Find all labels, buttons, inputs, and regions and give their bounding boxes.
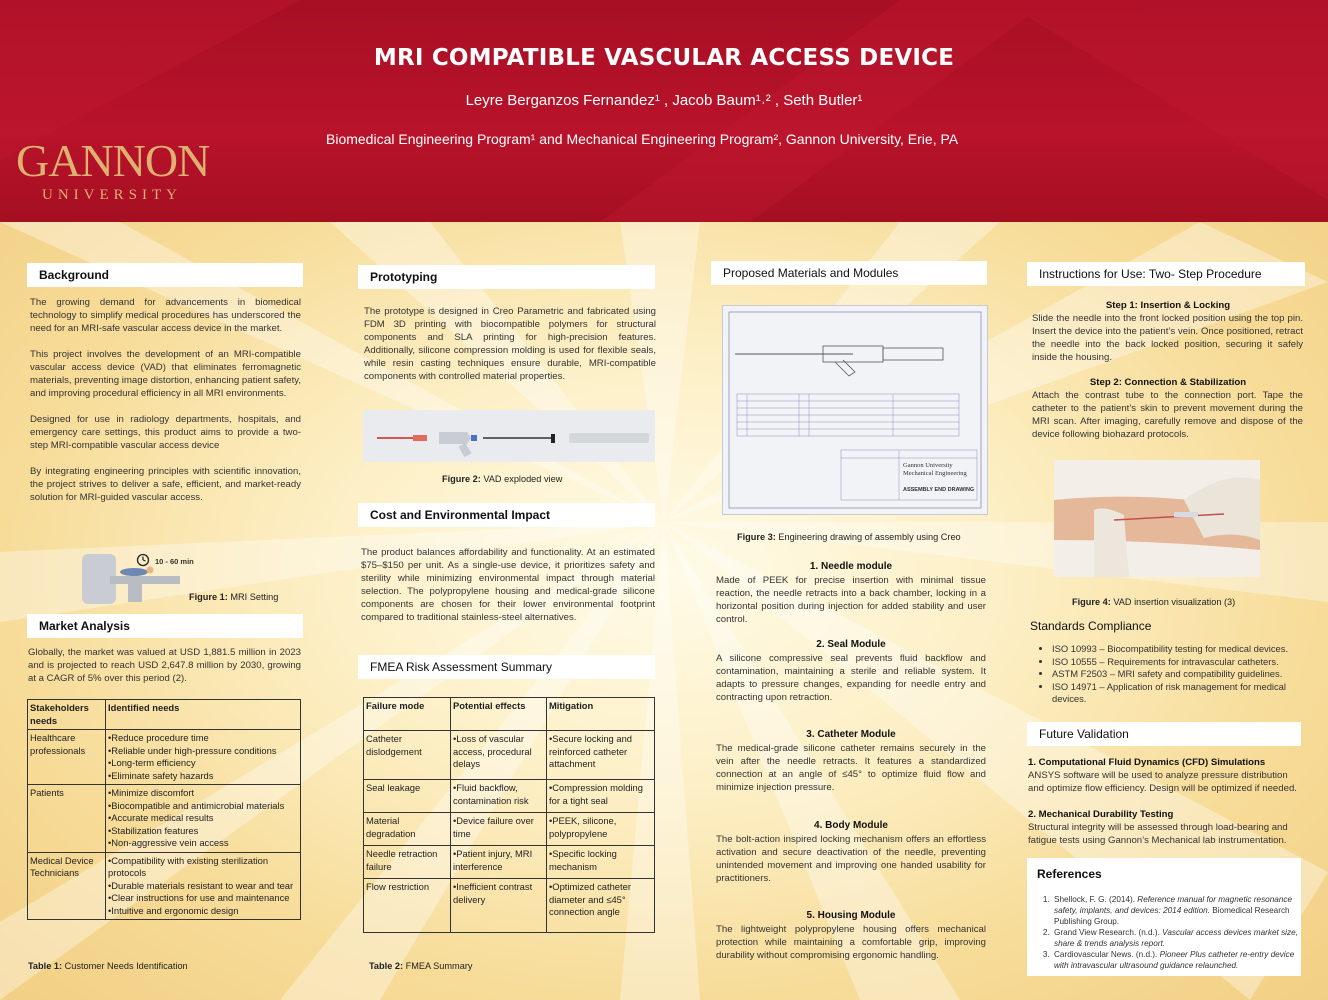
fmea-table	[363, 697, 655, 933]
gannon-logo-text: GANNON	[16, 135, 210, 186]
figure-2-caption: Figure 2: VAD exploded view	[442, 474, 563, 484]
poster-authors: Leyre Berganzos Fernandez¹ , Jacob Baum¹˒² , Seth Butler¹	[465, 92, 863, 109]
prototyping-text: The prototype is designed in Creo Parametric and fabricated using FDM 3D printing with biocompatible polymers for structural components and SLA printing for high-precision features. Additionally, silicone compression molding is used for flexible seals, while resin casting techniques ensure durable, MRI-compatible components with controlled material properties.	[364, 306, 656, 382]
failure-mode-cell: Seal leakage	[364, 780, 451, 813]
mitigation-cell: •Secure locking and reinforced catheter attachment	[547, 731, 655, 780]
catheter-module-text: The medical-grade silicone catheter remains securely in the vein after the needle retracts. It features a standardized connection at an angle of ≤45° to optimize fluid flow and minimize injection pressure.	[716, 743, 986, 793]
table-row	[364, 780, 655, 813]
gannon-logo-subtext: UNIVERSITY	[42, 187, 182, 203]
need-item: •Clear instructions for use and maintenance	[108, 892, 290, 903]
catheter-module-title: 3. Catheter Module	[806, 729, 896, 740]
need-item: •Reduce procedure time	[108, 732, 209, 743]
standards-heading: Standards Compliance	[1030, 619, 1152, 633]
future-item-2-title: 2. Mechanical Durability Testing	[1028, 809, 1174, 820]
prototyping-heading: Prototyping	[358, 265, 655, 289]
table-header-cell: Stakeholders needs	[28, 700, 106, 730]
step-1-text: Slide the needle into the front locked position using the top pin. Insert the device into the patient’s vein. Once positioned, retract the needle into the back locked position, securing it safely inside the housing.	[1032, 313, 1303, 363]
figure-4-caption: Figure 4: VAD insertion visualization (3)	[1072, 597, 1236, 607]
need-item: •Eliminate safety hazards	[108, 769, 214, 781]
need-item: •Long-term efficiency	[108, 757, 196, 768]
cost-heading: Cost and Environmental Impact	[358, 503, 655, 527]
reference-item: 3. Cardiovascular News. (n.d.). Pioneer Plus catheter re-entry device with intravascular ultrasound guidance relaunched.	[1052, 949, 1308, 971]
needs-cell	[106, 730, 301, 785]
references-list	[1036, 894, 1308, 971]
list-item: • ISO 14971 – Application of risk management for medical devices.	[1052, 681, 1314, 706]
reference-item: 2. Grand View Research. (n.d.). Vascular access devices market size, share & trends analysis report.	[1052, 927, 1308, 949]
step-2-title: Step 2: Connection & Stabilization	[1089, 377, 1247, 388]
figure-1-caption: Figure 1: MRI Setting	[189, 592, 279, 602]
list-item: • ASTM F2503 – MRI safety and compatibility guidelines.	[1052, 668, 1314, 681]
need-item: •Durable materials resistant to wear and tear	[108, 879, 294, 891]
need-item: •Reliable under high-pressure conditions	[108, 744, 277, 756]
future-validation-heading: Future Validation	[1027, 722, 1301, 746]
list-item: • ISO 10993 – Biocompatibility testing for medical devices.	[1052, 643, 1314, 656]
failure-mode-cell: Catheter dislodgement	[364, 731, 451, 780]
stakeholder-cell: Medical Device Technicians	[28, 852, 106, 920]
effects-cell: •Device failure over time	[451, 813, 547, 846]
clock-icon	[136, 553, 150, 567]
materials-heading: Proposed Materials and Modules	[711, 261, 987, 285]
background-paragraph-1: The growing demand for advancements in biomedical technology to simplify medical procedures has underscored the need for an MRI-safe vascular access device in the market.	[30, 297, 301, 334]
housing-module-text: The lightweight polypropylene housing offers mechanical protection while maintaining a comfortable grip, improving durability without compromising ergonomic handling.	[716, 924, 986, 961]
table-header-cell: Failure mode	[364, 698, 451, 731]
poster-affiliation: Biomedical Engineering Program¹ and Mechanical Engineering Program², Gannon University, Erie, PA	[326, 131, 959, 147]
customer-needs-table	[27, 699, 301, 920]
needle-module-text: Made of PEEK for precise insertion with minimal tissue reaction, the needle retracts into a back chamber, locking in a horizontal position during injection for added stability and user control.	[716, 575, 986, 625]
engineering-drawing-figure	[722, 305, 988, 515]
table-row	[28, 852, 301, 920]
failure-mode-cell: Needle retraction failure	[364, 846, 451, 879]
mitigation-cell: •Compression molding for a tight seal	[547, 780, 655, 813]
instructions-heading: Instructions for Use: Two- Step Procedure	[1027, 262, 1305, 286]
background-paragraph-2: This project involves the development of an MRI-compatible vascular access device (VAD) that eliminates ferromagnetic materials, preventing image distortion, enhancing patient safety, and improving procedural efficiency in all MRI environments.	[30, 349, 301, 399]
standards-list	[1034, 643, 1314, 706]
step-2-text: Attach the contrast tube to the connection port. Tape the catheter to the patient’s skin to prevent movement during the MRI scan. After imaging, carefully remove and dispose of the device following biohazard protocols.	[1032, 390, 1303, 440]
effects-cell: •Fluid backflow, contamination risk	[451, 780, 547, 813]
body-module-title: 4. Body Module	[814, 820, 888, 831]
drawing-title-2: Mechanical Engineering	[903, 470, 967, 477]
table-header-row	[28, 700, 301, 730]
stakeholder-cell: Patients	[28, 785, 106, 853]
mri-time-label: 10 - 60 min	[155, 557, 194, 566]
vad-exploded-view-drawing	[363, 410, 655, 462]
vad-exploded-view-figure	[363, 410, 655, 462]
table-row	[28, 785, 301, 853]
step-1-title: Step 1: Insertion & Locking	[1105, 300, 1231, 311]
references-heading: References	[1037, 867, 1102, 881]
future-item-1-title: 1. Computational Fluid Dynamics (CFD) Simulations	[1028, 757, 1266, 768]
effects-cell: •Patient injury, MRI interference	[451, 846, 547, 879]
need-item: •Biocompatible and antimicrobial materials	[108, 799, 285, 811]
drawing-title-1: Gannon University	[903, 462, 953, 469]
needs-cell	[106, 785, 301, 853]
stakeholder-cell: Healthcare professionals	[28, 730, 106, 785]
effects-cell: •Inefficient contrast delivery	[451, 879, 547, 933]
seal-module-title: 2. Seal Module	[816, 639, 886, 650]
failure-mode-cell: Flow restriction	[364, 879, 451, 933]
table-row	[364, 879, 655, 933]
fmea-heading: FMEA Risk Assessment Summary	[358, 655, 655, 679]
table-row	[364, 731, 655, 780]
vad-insertion-photo	[1054, 460, 1260, 577]
vad-insertion-illustration	[1054, 460, 1260, 577]
background-paragraph-3: Designed for use in radiology departments, hospitals, and emergency care settings, this product aims to provide a two-step MRI-compatible vascular access device	[30, 414, 301, 451]
table-row	[364, 813, 655, 846]
table-header-cell: Potential effects	[451, 698, 547, 731]
future-item-2-text: Structural integrity will be assessed through load-bearing and fatigue tests using Gannon’s Mechanical lab instrumentation.	[1028, 822, 1288, 846]
table-header-cell: Mitigation	[547, 698, 655, 731]
seal-module-text: A silicone compressive seal prevents fluid backflow and contamination, maintaining a sterile and reliable system. It adapts to pressure changes, expanding for needle entry and contracting upon retraction.	[716, 653, 986, 703]
background-paragraph-4: By integrating engineering principles with scientific innovation, the project strives to deliver a safe, efficient, and market-ready solution for MRI-guided vascular access.	[30, 466, 301, 503]
need-item: •Non-aggressive vein access	[108, 837, 229, 848]
table-1-caption: Table 1: Customer Needs Identification	[28, 961, 188, 971]
cost-text: The product balances affordability and functionality. At an estimated $75–$150 per unit. As a single-use device, it prioritizes safety and sterility while minimizing environmental impact through material selection. The polypropylene housing and medical-grade silicone components are chosen for their lower environmental footprint compared to traditional stainless-steel alternatives.	[361, 547, 655, 623]
poster-title: MRI COMPATIBLE VASCULAR ACCESS DEVICE	[373, 45, 955, 71]
figure-3-caption: Figure 3: Engineering drawing of assembly using Creo	[737, 532, 961, 542]
needs-cell	[106, 852, 301, 920]
poster-header	[0, 0, 1328, 222]
mitigation-cell: •Specific locking mechanism	[547, 846, 655, 879]
effects-cell: •Loss of vascular access, procedural delays	[451, 731, 547, 780]
needle-module-title: 1. Needle module	[809, 561, 893, 572]
list-item: • ISO 10555 – Requirements for intravascular catheters.	[1052, 656, 1314, 669]
need-item: •Compatibility with existing sterilization protocols	[108, 854, 269, 878]
background-text	[30, 296, 301, 517]
table-header-row	[364, 698, 655, 731]
need-item: •Accurate medical results	[108, 812, 214, 823]
engineering-drawing	[723, 306, 987, 514]
table-2-caption: Table 2: FMEA Summary	[369, 961, 473, 971]
mitigation-cell: •PEEK, silicone, polypropylene	[547, 813, 655, 846]
table-row	[364, 846, 655, 879]
market-analysis-text: Globally, the market was valued at USD 1,881.5 million in 2023 and is projected to reach USD 2,647.8 million by 2030, growing at a CAGR of 5% over this period (2).	[28, 647, 301, 684]
need-item: •Intuitive and ergonomic design	[108, 904, 239, 916]
drawing-name: ASSEMBLY END DRAWING	[903, 487, 975, 493]
failure-mode-cell: Material degradation	[364, 813, 451, 846]
mitigation-cell: •Optimized catheter diameter and ≤45° connection angle	[547, 879, 655, 933]
table-row	[28, 730, 301, 785]
reference-item: 1. Shellock, F. G. (2014). Reference manual for magnetic resonance safety, implants, and devices: 2014 edition. Biomedical Research Publishing Group.	[1052, 894, 1308, 927]
housing-module-title: 5. Housing Module	[806, 910, 896, 921]
future-item-1-text: ANSYS software will be used to analyze pressure distribution and optimize flow efficiency. Design will be optimized if needed.	[1028, 770, 1297, 794]
need-item: •Minimize discomfort	[108, 787, 195, 798]
market-analysis-heading: Market Analysis	[27, 614, 303, 638]
header-pattern	[0, 0, 1328, 222]
body-module-text: The bolt-action inspired locking mechanism offers an effortless activation and secure deactivation of the needle, preventing unintended movement and improving one handed usability for practitioners.	[716, 834, 986, 884]
table-header-cell: Identified needs	[106, 700, 301, 730]
need-item: •Stabilization features	[108, 824, 199, 836]
background-heading: Background	[27, 263, 303, 287]
